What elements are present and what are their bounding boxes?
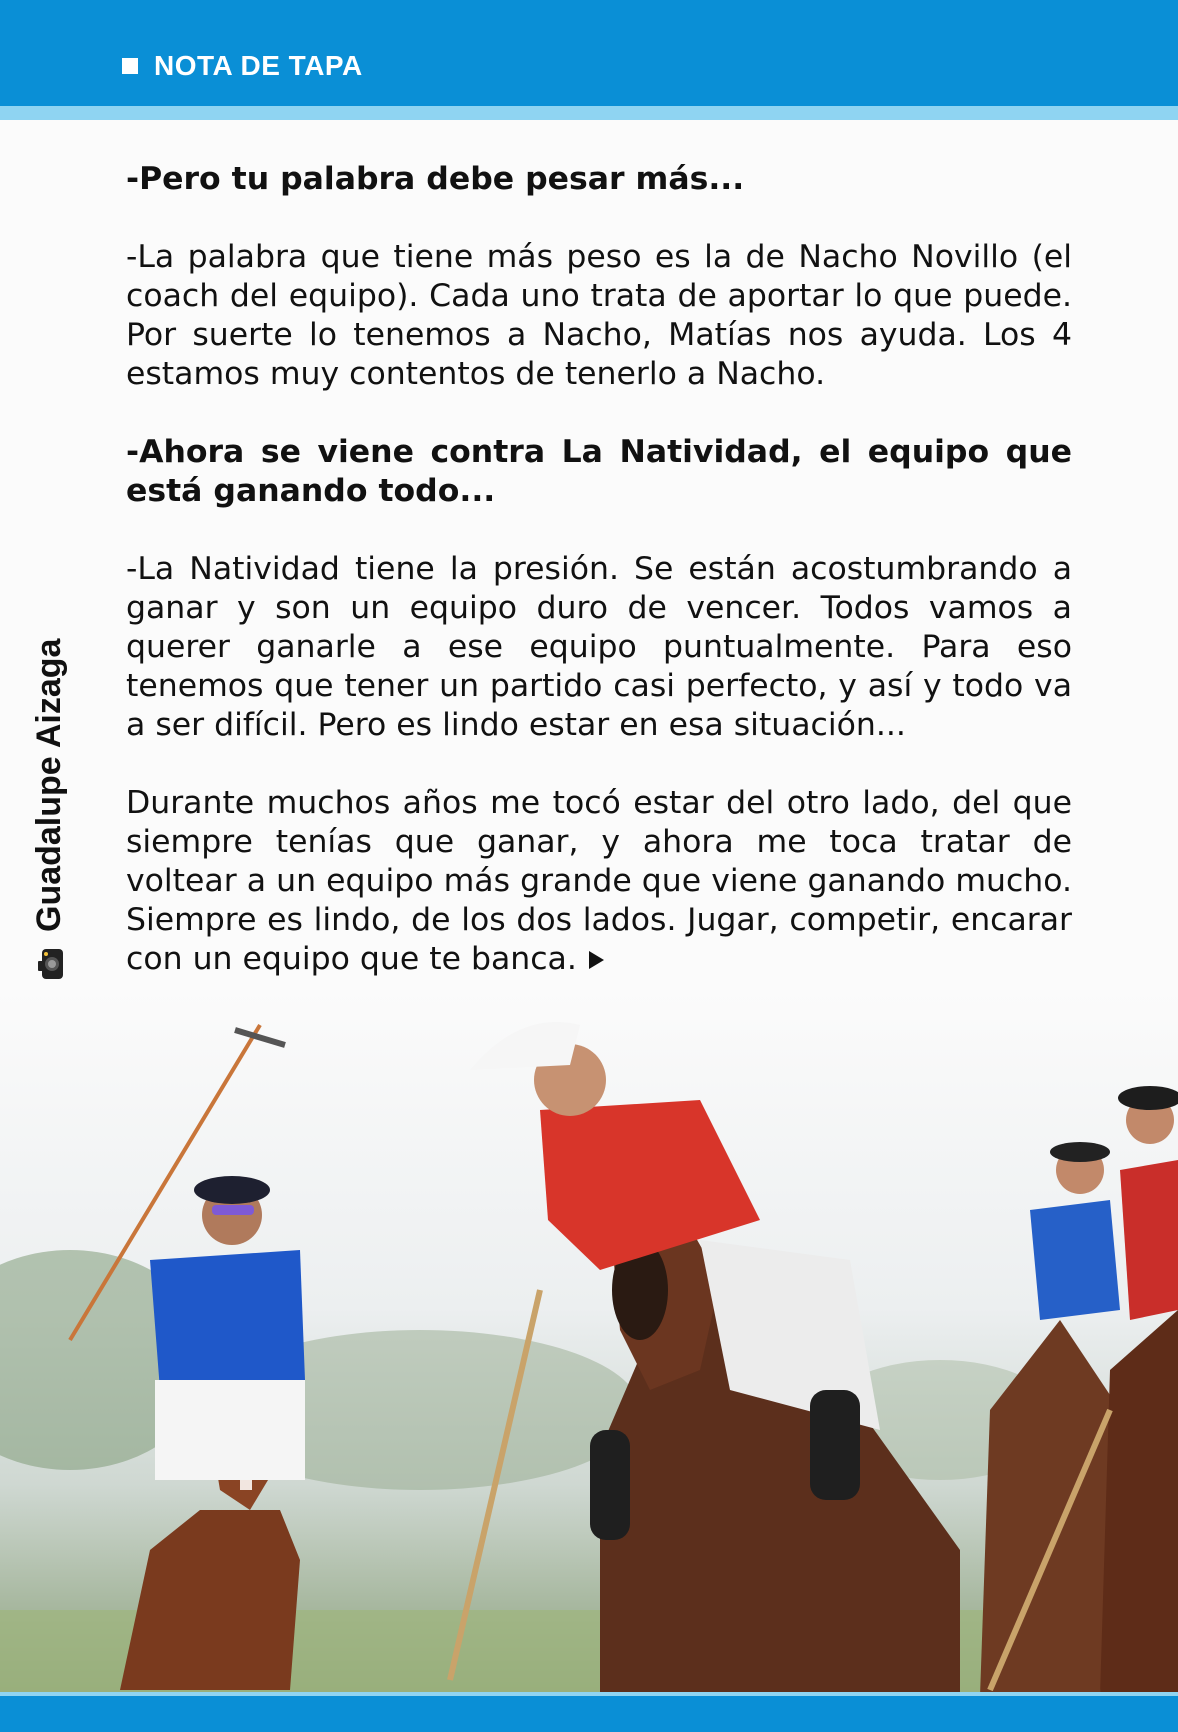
square-bullet-icon: [122, 58, 138, 74]
header-stripe: [0, 106, 1178, 120]
answer-2: -La Natividad tiene la presión. Se están acostumbrando a ganar y son un equipo duro de vencer. Todos vamos a querer ganarle a ese equipo puntualmente. Para eso tenemos que tener un partido casi perfecto, y así y todo va a ser difícil. Pero es lindo estar en esa situación...: [126, 551, 1072, 743]
continue-arrow-icon: [589, 951, 604, 969]
section-label-text: NOTA DE TAPA: [154, 50, 363, 81]
answer-1: -La palabra que tiene más peso es la de Nacho Novillo (el coach del equipo). Cada uno trata de aportar lo que puede. Por suerte lo tenemos a Nacho, Matías nos ayuda. Los 4 estamos muy contentos de tenerlo a Nacho.: [126, 239, 1072, 392]
footer-bar: [0, 1696, 1178, 1732]
answer-3: [126, 784, 1072, 979]
camera-icon: [32, 946, 68, 982]
section-label: [122, 50, 363, 82]
answer-3-text: Durante muchos años me tocó estar del otro lado, del que siempre tenías que ganar, y ahora me toca tratar de voltear a un equipo más grande que viene ganando mucho. Siempre es lindo, de los dos lados. Jugar, competir, encarar con un equipo que te banca.: [126, 785, 1072, 977]
question-2: -Ahora se viene contra La Natividad, el equipo que está ganando todo...: [126, 434, 1072, 509]
question-1: -Pero tu palabra debe pesar más...: [126, 161, 745, 197]
photographer-name: Guadalupe Aizaga: [30, 638, 68, 932]
photo-credit: [30, 639, 69, 982]
article-body: [126, 160, 1072, 1018]
polo-match-photo: [0, 990, 1178, 1696]
